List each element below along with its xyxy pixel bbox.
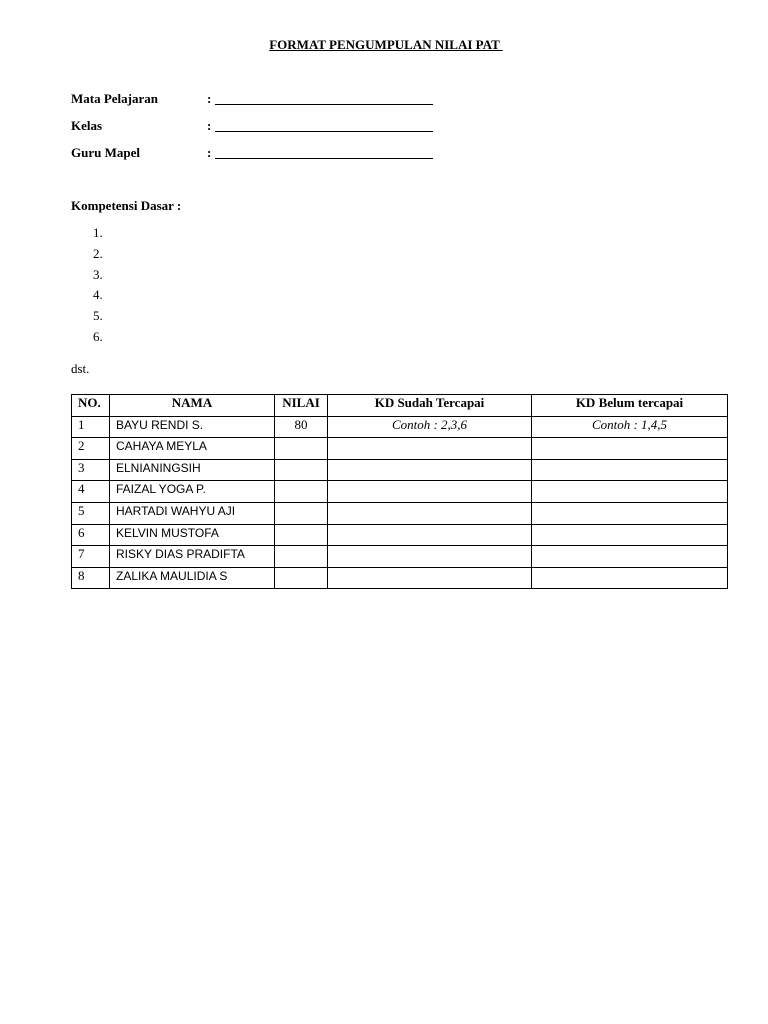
cell-no: 4 <box>72 481 110 503</box>
cell-kd-sudah[interactable]: Contoh : 2,3,6 <box>328 416 532 438</box>
cell-no: 6 <box>72 524 110 546</box>
field-kelas <box>71 118 433 136</box>
table-row <box>72 524 728 546</box>
grade-table <box>71 394 728 589</box>
field-colon: : <box>207 145 212 160</box>
field-mata-pelajaran <box>71 91 433 109</box>
field-label: Guru Mapel <box>71 145 140 160</box>
cell-kd-sudah[interactable] <box>328 502 532 524</box>
cell-kd-belum[interactable] <box>532 502 728 524</box>
kompetensi-dasar-heading: Kompetensi Dasar : <box>71 198 182 213</box>
cell-no: 5 <box>72 502 110 524</box>
cell-nilai[interactable] <box>275 481 328 503</box>
list-item: 1. <box>93 225 103 240</box>
cell-kd-belum[interactable] <box>532 438 728 460</box>
cell-kd-belum[interactable]: Contoh : 1,4,5 <box>532 416 728 438</box>
cell-kd-belum[interactable] <box>532 459 728 481</box>
cell-kd-belum[interactable] <box>532 546 728 568</box>
cell-nama: ELNIANINGSIH <box>110 459 275 481</box>
cell-nama: FAIZAL YOGA P. <box>110 481 275 503</box>
header-nama: NAMA <box>110 395 275 417</box>
cell-kd-sudah[interactable] <box>328 438 532 460</box>
dst-text: dst. <box>71 361 90 376</box>
header-nilai: NILAI <box>275 395 328 417</box>
header-no: NO. <box>72 395 110 417</box>
table-row <box>72 416 728 438</box>
header-kd-belum: KD Belum tercapai <box>532 395 728 417</box>
table-header-row <box>72 395 728 417</box>
table-row <box>72 438 728 460</box>
fill-in-line[interactable] <box>215 158 433 159</box>
cell-kd-sudah[interactable] <box>328 459 532 481</box>
cell-nilai[interactable]: 80 <box>275 416 328 438</box>
list-item: 4. <box>93 287 103 303</box>
cell-nama: KELVIN MUSTOFA <box>110 524 275 546</box>
cell-no: 1 <box>72 416 110 438</box>
cell-no: 2 <box>72 438 110 460</box>
cell-kd-belum[interactable] <box>532 481 728 503</box>
cell-kd-sudah[interactable] <box>328 481 532 503</box>
cell-nilai[interactable] <box>275 438 328 460</box>
document-title: FORMAT PENGUMPULAN NILAI PAT <box>269 37 503 52</box>
cell-no: 7 <box>72 546 110 568</box>
table-row <box>72 546 728 568</box>
header-kd-sudah: KD Sudah Tercapai <box>328 395 532 417</box>
field-label: Mata Pelajaran <box>71 91 159 106</box>
cell-nilai[interactable] <box>275 546 328 568</box>
list-item: 2. <box>93 245 103 261</box>
cell-kd-sudah[interactable] <box>328 567 532 589</box>
cell-kd-belum[interactable] <box>532 567 728 589</box>
field-colon: : <box>207 118 212 133</box>
cell-no: 8 <box>72 567 110 589</box>
table-row <box>72 502 728 524</box>
cell-nilai[interactable] <box>275 567 328 589</box>
cell-no: 3 <box>72 459 110 481</box>
kompetensi-dasar-list <box>93 224 103 349</box>
field-colon: : <box>207 91 212 106</box>
table-row <box>72 567 728 589</box>
cell-nilai[interactable] <box>275 524 328 546</box>
cell-nama: RISKY DIAS PRADIFTA <box>110 546 275 568</box>
cell-nilai[interactable] <box>275 459 328 481</box>
cell-nama: BAYU RENDI S. <box>110 416 275 438</box>
table-row <box>72 481 728 503</box>
cell-kd-sudah[interactable] <box>328 524 532 546</box>
list-item: 3. <box>93 266 103 282</box>
cell-kd-belum[interactable] <box>532 524 728 546</box>
field-label: Kelas <box>71 118 103 133</box>
field-guru-mapel <box>71 145 433 163</box>
cell-nilai[interactable] <box>275 502 328 524</box>
list-item: 5. <box>93 308 103 324</box>
cell-nama: HARTADI WAHYU AJI <box>110 502 275 524</box>
fill-in-line[interactable] <box>215 104 433 105</box>
cell-kd-sudah[interactable] <box>328 546 532 568</box>
cell-nama: ZALIKA MAULIDIA S <box>110 567 275 589</box>
table-row <box>72 459 728 481</box>
fill-in-line[interactable] <box>215 131 433 132</box>
cell-nama: CAHAYA MEYLA <box>110 438 275 460</box>
list-item: 6. <box>93 328 103 344</box>
